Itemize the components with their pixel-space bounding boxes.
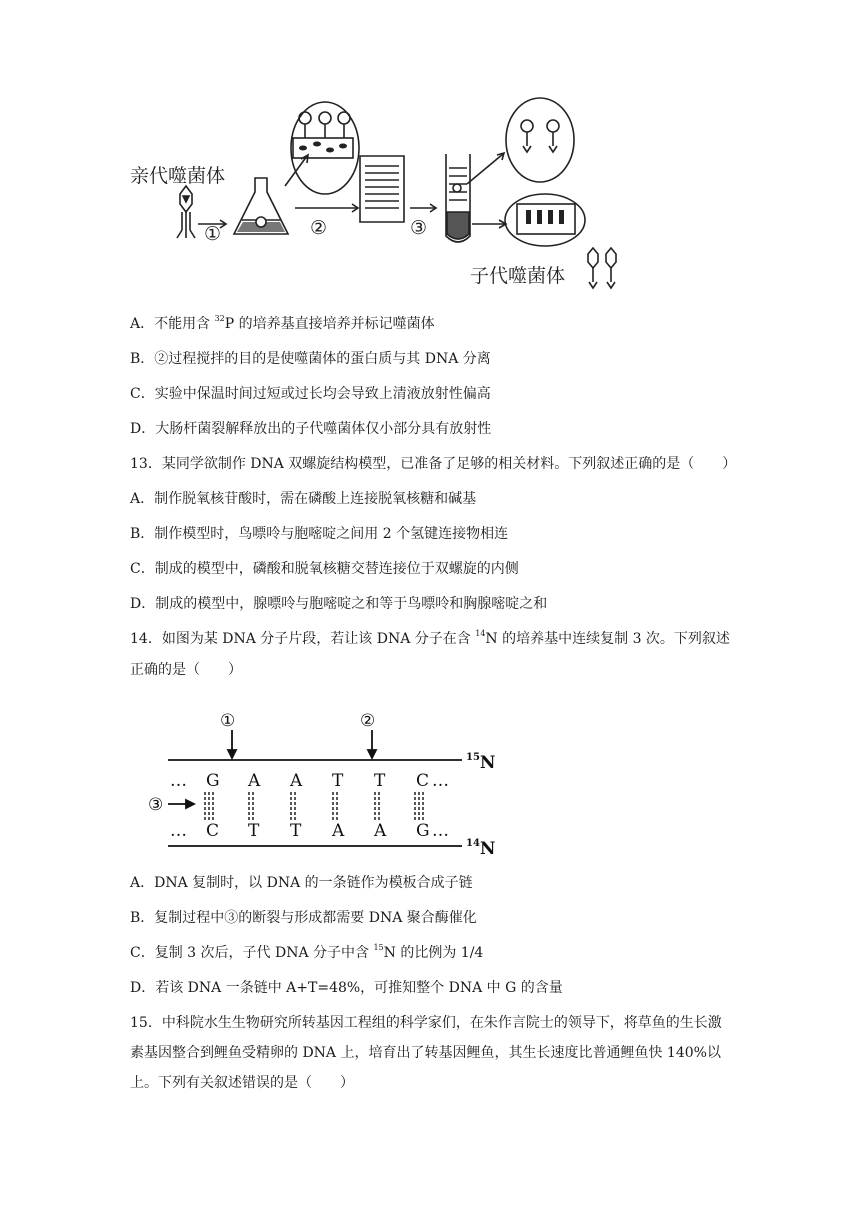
q13-stem: 13．某同学欲制作 DNA 双螺旋结构模型，已准备了足够的相关材料。下列叙述正确的是（ ） [130,456,737,472]
supernatant-circle [506,98,574,182]
q13-option-b: B．制作模型时，鸟嘌呤与胞嘧啶之间用 2 个氢键连接物相连 [130,526,509,542]
bottom-right-ellipsis: … [432,821,449,841]
q13-option-d: D．制成的模型中，腺嘌呤与胞嘧啶之和等于鸟嘌呤和胸腺嘧啶之和 [130,596,548,612]
top-right-ellipsis: … [432,771,449,791]
bottom-base-6: G [416,821,430,841]
magnified-infection-circle [291,102,359,194]
top-base-6: C [416,771,430,791]
top-strand-label: $^{15}$N [466,752,496,773]
q13-option-a: A．制作脱氧核苷酸时，需在磷酸上连接脱氧核糖和碱基 [130,491,477,507]
q12-option-b: B．②过程搅拌的目的是使噬菌体的蛋白质与其 DNA 分离 [130,351,491,367]
top-base-4: T [332,771,344,791]
bottom-strand-label: $^{14}$N [466,838,496,859]
bottom-base-1: C [206,821,220,841]
step3-label: ③ [410,217,428,239]
q12-option-c: C．实验中保温时间过短或过长均会导致上清液放射性偏高 [130,386,491,402]
parent-phage-icon [177,186,195,238]
beaker-icon [360,156,404,222]
dna-fragment-figure [140,700,510,860]
arrow1-label: ① [220,711,236,731]
q14-stem-line1: 14．如图为某 DNA 分子片段，若让该 DNA 分子在含 $^{14}$N 的培养基中连续复制 3 次。下列叙述 [130,629,730,647]
top-base-3: A [290,771,303,791]
top-base-2: A [248,771,261,791]
child-phage-icon [588,248,616,288]
bottom-base-5: A [374,821,387,841]
q12-option-a: A．不能用含 $^{32}$P 的培养基直接培养并标记噬菌体 [130,314,435,332]
bottom-base-4: A [332,821,345,841]
q14-option-c: C．复制 3 次后，子代 DNA 分子中含 $^{15}$N 的比例为 1/4 [130,943,484,961]
q14-stem-line2: 正确的是（ ） [130,662,242,678]
phage-experiment-figure [125,96,645,300]
step1-label: ① [204,223,222,245]
q13-option-c: C．制成的模型中，磷酸和脱氧核糖交替连接位于双螺旋的内侧 [130,561,519,577]
q12-option-d: D．大肠杆菌裂解释放出的子代噬菌体仅小部分具有放射性 [130,421,492,437]
q14-option-d: D．若该 DNA 一条链中 A+T=48%，可推知整个 DNA 中 G 的含量 [130,980,563,996]
q14-option-a: A．DNA 复制时，以 DNA 的一条链作为模板合成子链 [130,875,473,891]
bottom-base-2: T [248,821,260,841]
flask-icon [234,178,288,234]
top-base-1: G [206,771,220,791]
parent-phage-label: 亲代噬菌体 [130,165,226,187]
q14-option-b: B．复制过程中③的断裂与形成都需要 DNA 聚合酶催化 [130,910,477,926]
centrifuge-tube-icon [446,154,470,242]
step2-label: ② [310,217,328,239]
top-ellipsis: … [170,771,187,791]
top-base-5: T [374,771,386,791]
arrow3-label: ③ [148,795,164,815]
bottom-ellipsis: … [170,821,187,841]
q15-stem: 15．中科院水生生物研究所转基因工程组的科学家们，在朱作言院士的领导下，将草鱼的生长激素基因整合到鲤鱼受精卵的 DNA 上，培育出了转基因鲤鱼，其生长速度比普通鲤鱼快 140%以上。下列有关叙述错误的是（ ） [130,1015,722,1091]
bottom-base-3: T [290,821,302,841]
arrow2-label: ② [360,711,376,731]
child-phage-label: 子代噬菌体 [470,265,566,287]
precipitate-oval [505,194,585,246]
